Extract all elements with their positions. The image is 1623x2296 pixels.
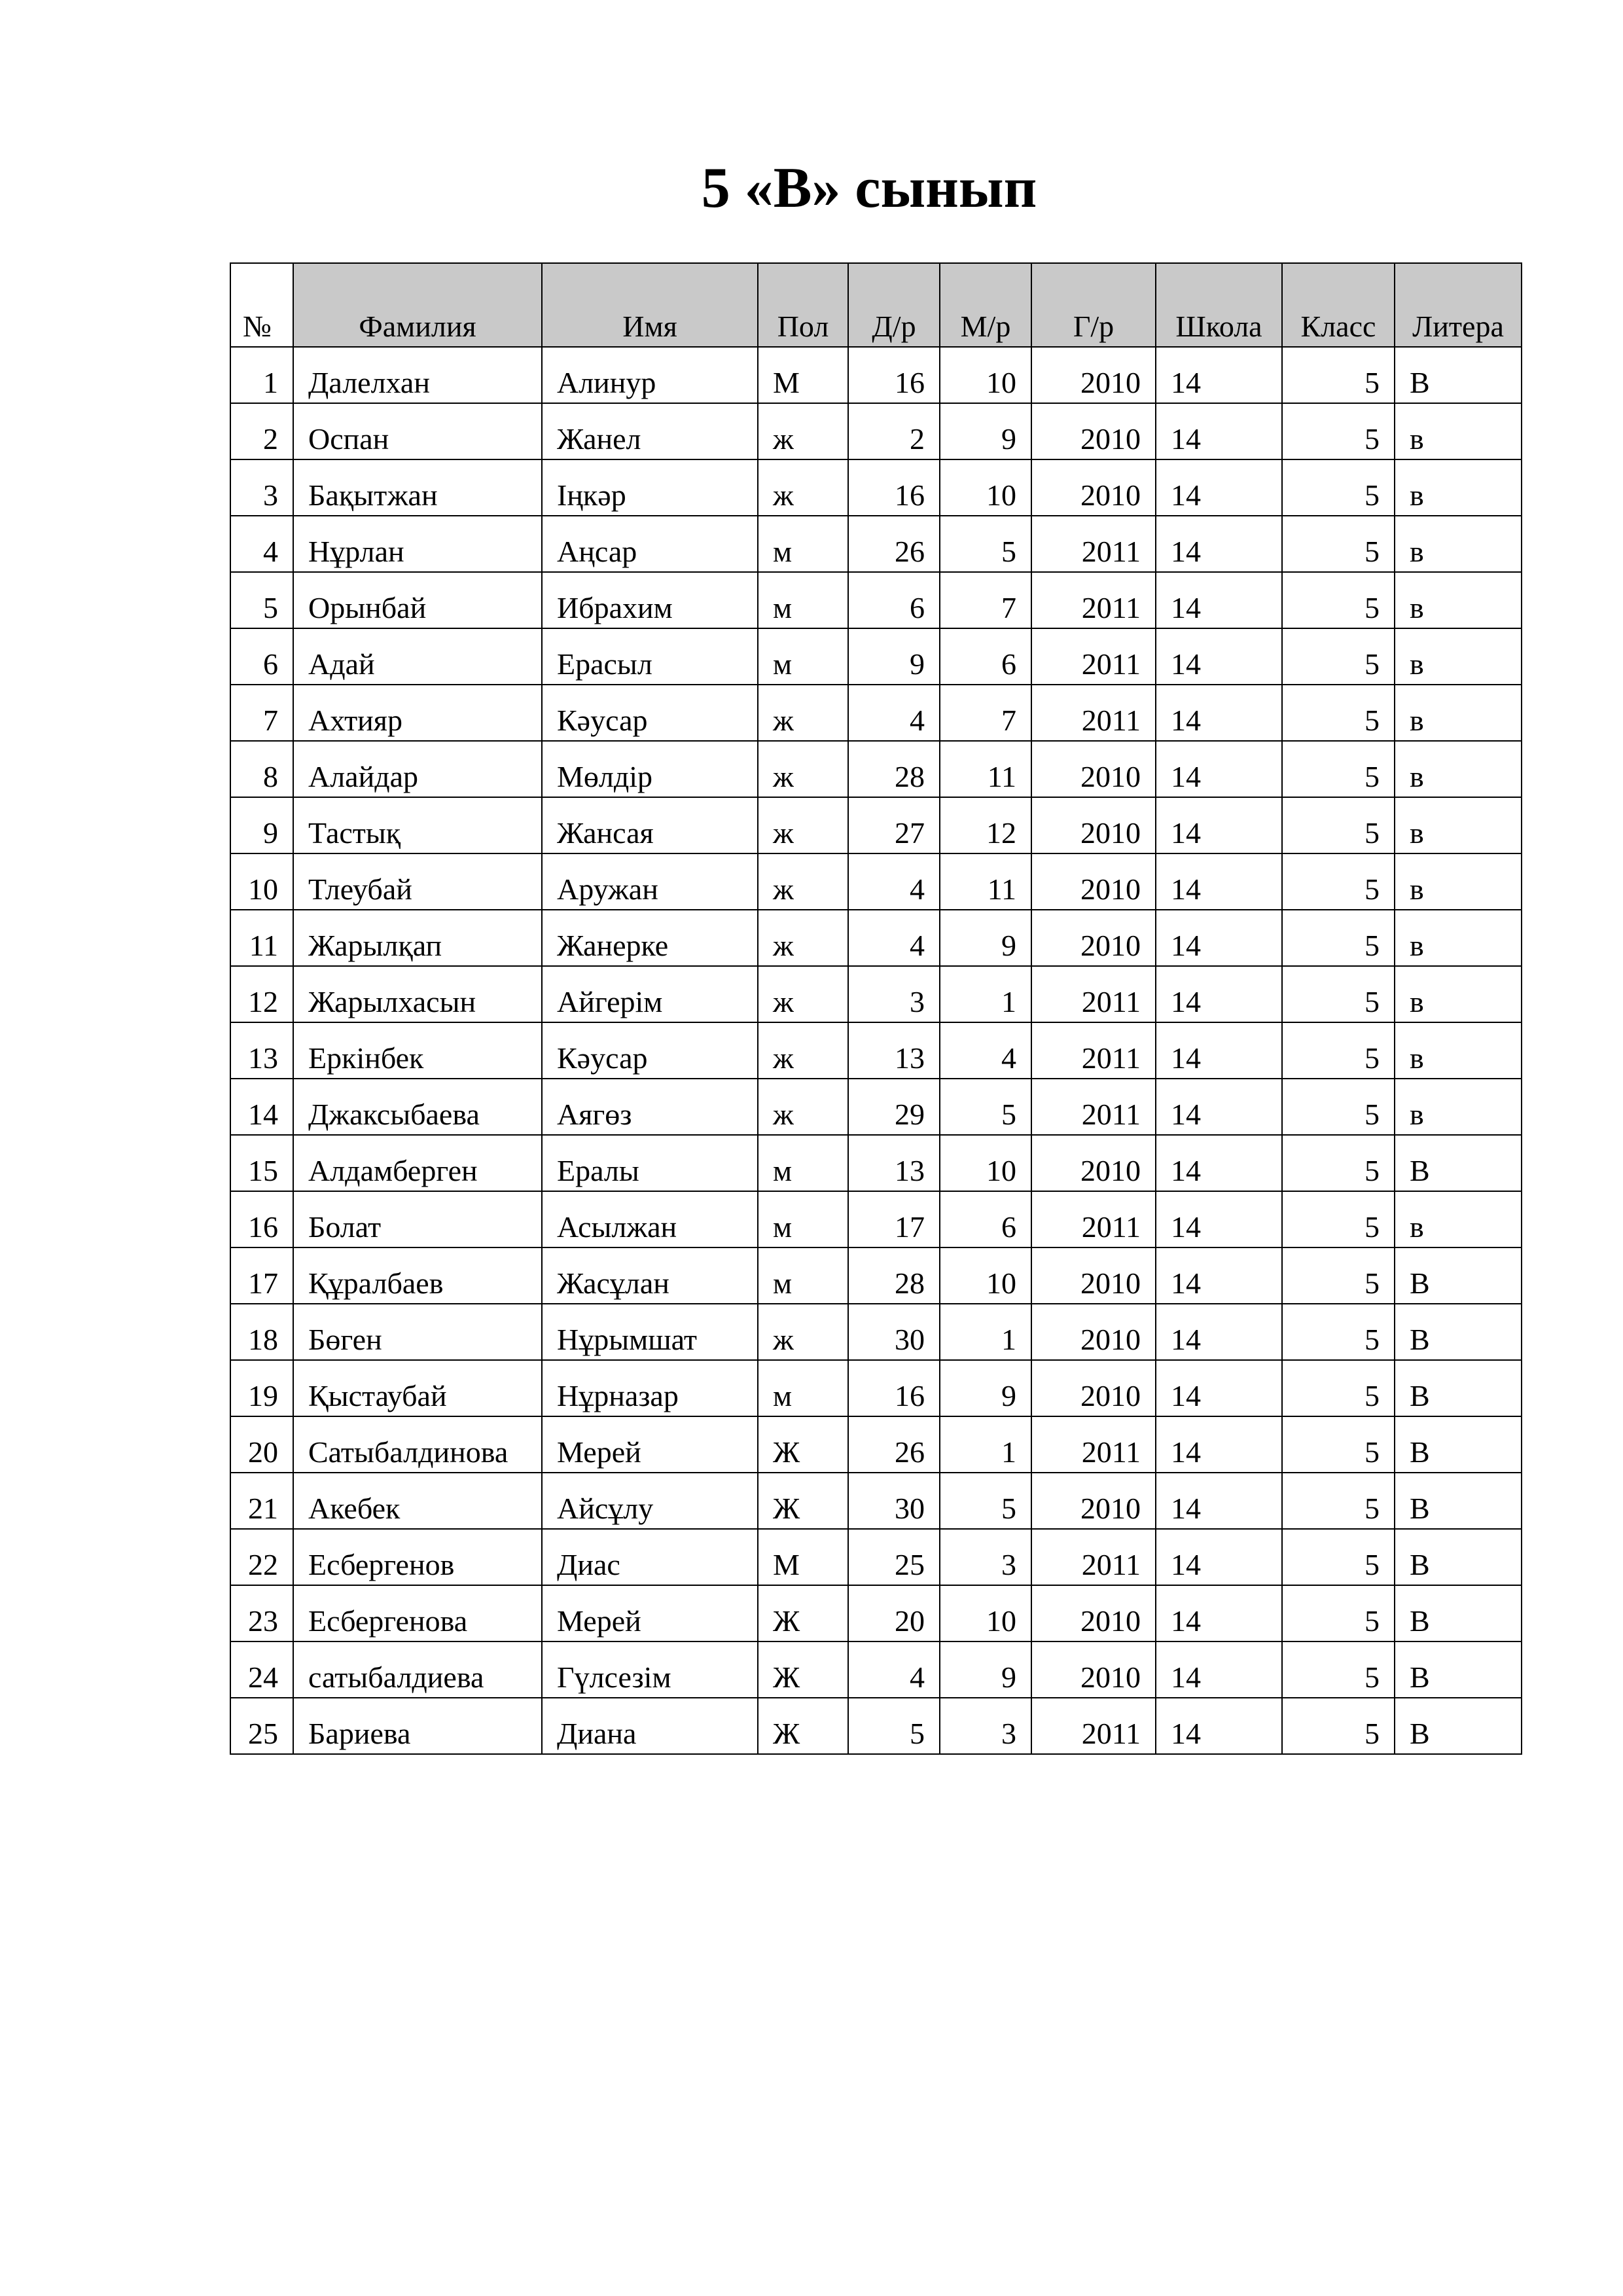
cell-class: 5 (1282, 516, 1395, 572)
cell-name: Жанерке (542, 910, 758, 966)
cell-number: 14 (230, 1079, 293, 1135)
cell-surname: Нұрлан (293, 516, 542, 572)
cell-gender: М (758, 1529, 848, 1585)
cell-birth-year: 2010 (1031, 1135, 1156, 1191)
cell-number: 6 (230, 628, 293, 685)
header-birth-year: Г/р (1031, 263, 1156, 347)
cell-surname: Еркінбек (293, 1022, 542, 1079)
cell-gender: ж (758, 1304, 848, 1360)
header-birth-month: М/р (940, 263, 1031, 347)
cell-birth-day: 29 (848, 1079, 940, 1135)
table-row (230, 853, 1522, 910)
cell-gender: Ж (758, 1473, 848, 1529)
cell-birth-year: 2010 (1031, 1641, 1156, 1698)
cell-birth-day: 25 (848, 1529, 940, 1585)
cell-letter: В (1395, 1698, 1522, 1754)
cell-gender: ж (758, 910, 848, 966)
cell-gender: Ж (758, 1698, 848, 1754)
cell-number: 18 (230, 1304, 293, 1360)
cell-letter: в (1395, 1022, 1522, 1079)
cell-birth-month: 7 (940, 685, 1031, 741)
cell-name: Ерасыл (542, 628, 758, 685)
cell-school: 14 (1156, 1473, 1282, 1529)
cell-name: Кәусар (542, 685, 758, 741)
cell-number: 12 (230, 966, 293, 1022)
cell-birth-day: 5 (848, 1698, 940, 1754)
cell-letter: в (1395, 459, 1522, 516)
cell-school: 14 (1156, 685, 1282, 741)
cell-birth-year: 2010 (1031, 1247, 1156, 1304)
table-row (230, 1191, 1522, 1247)
table-row (230, 459, 1522, 516)
cell-class: 5 (1282, 1698, 1395, 1754)
cell-school: 14 (1156, 628, 1282, 685)
cell-gender: ж (758, 853, 848, 910)
cell-number: 5 (230, 572, 293, 628)
table-row (230, 572, 1522, 628)
cell-gender: м (758, 628, 848, 685)
cell-birth-day: 2 (848, 403, 940, 459)
cell-birth-day: 16 (848, 347, 940, 403)
cell-birth-year: 2011 (1031, 516, 1156, 572)
cell-number: 9 (230, 797, 293, 853)
cell-surname: Алдамберген (293, 1135, 542, 1191)
cell-birth-year: 2010 (1031, 1473, 1156, 1529)
cell-birth-month: 10 (940, 1585, 1031, 1641)
cell-class: 5 (1282, 1022, 1395, 1079)
cell-birth-month: 5 (940, 516, 1031, 572)
cell-letter: в (1395, 797, 1522, 853)
cell-birth-day: 30 (848, 1304, 940, 1360)
cell-number: 11 (230, 910, 293, 966)
cell-letter: В (1395, 1585, 1522, 1641)
table-row (230, 1022, 1522, 1079)
cell-birth-day: 4 (848, 910, 940, 966)
cell-birth-month: 10 (940, 459, 1031, 516)
cell-class: 5 (1282, 1079, 1395, 1135)
cell-name: Нұрымшат (542, 1304, 758, 1360)
cell-number: 3 (230, 459, 293, 516)
cell-class: 5 (1282, 403, 1395, 459)
cell-surname: Бариева (293, 1698, 542, 1754)
cell-letter: В (1395, 1304, 1522, 1360)
cell-number: 25 (230, 1698, 293, 1754)
cell-class: 5 (1282, 910, 1395, 966)
cell-name: Аягөз (542, 1079, 758, 1135)
cell-letter: в (1395, 741, 1522, 797)
cell-gender: м (758, 1247, 848, 1304)
cell-school: 14 (1156, 572, 1282, 628)
cell-letter: в (1395, 1079, 1522, 1135)
cell-school: 14 (1156, 1135, 1282, 1191)
cell-surname: Есбергенов (293, 1529, 542, 1585)
cell-name: Айсұлу (542, 1473, 758, 1529)
cell-letter: в (1395, 572, 1522, 628)
cell-class: 5 (1282, 459, 1395, 516)
cell-number: 17 (230, 1247, 293, 1304)
cell-name: Ибрахим (542, 572, 758, 628)
cell-school: 14 (1156, 1191, 1282, 1247)
cell-number: 10 (230, 853, 293, 910)
cell-name: Диана (542, 1698, 758, 1754)
cell-letter: В (1395, 1416, 1522, 1473)
cell-gender: ж (758, 966, 848, 1022)
cell-birth-month: 1 (940, 1416, 1031, 1473)
cell-birth-year: 2010 (1031, 347, 1156, 403)
cell-birth-month: 10 (940, 1247, 1031, 1304)
cell-gender: м (758, 1360, 848, 1416)
cell-gender: Ж (758, 1416, 848, 1473)
cell-birth-year: 2010 (1031, 403, 1156, 459)
header-surname: Фамилия (293, 263, 542, 347)
cell-birth-day: 27 (848, 797, 940, 853)
cell-number: 8 (230, 741, 293, 797)
cell-school: 14 (1156, 1529, 1282, 1585)
cell-number: 1 (230, 347, 293, 403)
cell-letter: В (1395, 1641, 1522, 1698)
cell-letter: в (1395, 1191, 1522, 1247)
cell-class: 5 (1282, 1304, 1395, 1360)
cell-gender: М (758, 347, 848, 403)
cell-birth-month: 9 (940, 910, 1031, 966)
cell-name: Мерей (542, 1585, 758, 1641)
cell-birth-year: 2011 (1031, 572, 1156, 628)
cell-birth-month: 9 (940, 1360, 1031, 1416)
cell-name: Жанел (542, 403, 758, 459)
cell-number: 24 (230, 1641, 293, 1698)
cell-birth-month: 10 (940, 347, 1031, 403)
cell-school: 14 (1156, 910, 1282, 966)
cell-birth-month: 6 (940, 1191, 1031, 1247)
cell-class: 5 (1282, 347, 1395, 403)
cell-birth-year: 2010 (1031, 797, 1156, 853)
cell-birth-day: 20 (848, 1585, 940, 1641)
cell-gender: ж (758, 1079, 848, 1135)
cell-birth-day: 13 (848, 1022, 940, 1079)
cell-school: 14 (1156, 1416, 1282, 1473)
table-row (230, 403, 1522, 459)
cell-gender: ж (758, 1022, 848, 1079)
table-header-row (230, 263, 1522, 347)
cell-surname: Ахтияр (293, 685, 542, 741)
page-title: 5 «В» сынып (701, 156, 1037, 220)
header-school: Школа (1156, 263, 1282, 347)
cell-surname: Далелхан (293, 347, 542, 403)
cell-surname: Бөген (293, 1304, 542, 1360)
cell-class: 5 (1282, 797, 1395, 853)
cell-gender: м (758, 1191, 848, 1247)
cell-class: 5 (1282, 1529, 1395, 1585)
cell-school: 14 (1156, 1585, 1282, 1641)
cell-birth-month: 11 (940, 853, 1031, 910)
student-table (230, 262, 1522, 1755)
cell-name: Диас (542, 1529, 758, 1585)
header-name: Имя (542, 263, 758, 347)
cell-birth-month: 6 (940, 628, 1031, 685)
cell-class: 5 (1282, 685, 1395, 741)
cell-birth-day: 26 (848, 516, 940, 572)
table-row (230, 628, 1522, 685)
cell-surname: Қыстаубай (293, 1360, 542, 1416)
cell-birth-day: 4 (848, 685, 940, 741)
cell-class: 5 (1282, 628, 1395, 685)
cell-birth-year: 2011 (1031, 1079, 1156, 1135)
table-row (230, 966, 1522, 1022)
cell-surname: Жарылхасын (293, 966, 542, 1022)
cell-class: 5 (1282, 1641, 1395, 1698)
cell-school: 14 (1156, 1360, 1282, 1416)
cell-birth-year: 2010 (1031, 459, 1156, 516)
cell-surname: Оспан (293, 403, 542, 459)
header-gender: Пол (758, 263, 848, 347)
cell-birth-day: 9 (848, 628, 940, 685)
cell-letter: в (1395, 966, 1522, 1022)
table-row (230, 1304, 1522, 1360)
cell-name: Мөлдір (542, 741, 758, 797)
table-row (230, 797, 1522, 853)
cell-birth-day: 28 (848, 1247, 940, 1304)
cell-gender: м (758, 516, 848, 572)
cell-birth-day: 3 (848, 966, 940, 1022)
cell-birth-month: 7 (940, 572, 1031, 628)
cell-birth-day: 13 (848, 1135, 940, 1191)
cell-birth-month: 5 (940, 1079, 1031, 1135)
cell-birth-year: 2010 (1031, 1585, 1156, 1641)
cell-name: Ералы (542, 1135, 758, 1191)
cell-class: 5 (1282, 1473, 1395, 1529)
table-row (230, 741, 1522, 797)
table-row (230, 516, 1522, 572)
cell-name: Мерей (542, 1416, 758, 1473)
cell-letter: в (1395, 628, 1522, 685)
table-row (230, 1641, 1522, 1698)
cell-birth-year: 2011 (1031, 1529, 1156, 1585)
cell-birth-day: 17 (848, 1191, 940, 1247)
cell-name: Аружан (542, 853, 758, 910)
cell-gender: ж (758, 685, 848, 741)
cell-birth-day: 4 (848, 853, 940, 910)
cell-birth-day: 28 (848, 741, 940, 797)
cell-letter: В (1395, 1360, 1522, 1416)
cell-birth-month: 5 (940, 1473, 1031, 1529)
cell-birth-day: 6 (848, 572, 940, 628)
cell-birth-year: 2011 (1031, 1698, 1156, 1754)
cell-letter: в (1395, 516, 1522, 572)
cell-birth-month: 1 (940, 966, 1031, 1022)
table-body (230, 347, 1522, 1754)
cell-birth-month: 11 (940, 741, 1031, 797)
cell-letter: в (1395, 685, 1522, 741)
cell-class: 5 (1282, 741, 1395, 797)
cell-class: 5 (1282, 1135, 1395, 1191)
cell-school: 14 (1156, 403, 1282, 459)
table-row (230, 1473, 1522, 1529)
table-row (230, 1585, 1522, 1641)
cell-school: 14 (1156, 853, 1282, 910)
cell-name: Жасұлан (542, 1247, 758, 1304)
cell-surname: Тлеубай (293, 853, 542, 910)
cell-name: Кәусар (542, 1022, 758, 1079)
cell-gender: ж (758, 459, 848, 516)
cell-birth-month: 10 (940, 1135, 1031, 1191)
cell-number: 16 (230, 1191, 293, 1247)
cell-school: 14 (1156, 1698, 1282, 1754)
cell-birth-month: 4 (940, 1022, 1031, 1079)
cell-name: Алинур (542, 347, 758, 403)
cell-school: 14 (1156, 459, 1282, 516)
cell-birth-month: 3 (940, 1698, 1031, 1754)
cell-birth-year: 2011 (1031, 1022, 1156, 1079)
cell-gender: ж (758, 741, 848, 797)
cell-birth-month: 3 (940, 1529, 1031, 1585)
header-letter: Литера (1395, 263, 1522, 347)
cell-gender: Ж (758, 1641, 848, 1698)
cell-school: 14 (1156, 516, 1282, 572)
cell-gender: Ж (758, 1585, 848, 1641)
cell-number: 4 (230, 516, 293, 572)
cell-number: 20 (230, 1416, 293, 1473)
cell-letter: В (1395, 1247, 1522, 1304)
cell-class: 5 (1282, 853, 1395, 910)
cell-number: 2 (230, 403, 293, 459)
cell-letter: В (1395, 1529, 1522, 1585)
cell-number: 7 (230, 685, 293, 741)
cell-surname: Орынбай (293, 572, 542, 628)
cell-surname: сатыбалдиева (293, 1641, 542, 1698)
cell-birth-day: 16 (848, 1360, 940, 1416)
table-row (230, 910, 1522, 966)
table-row (230, 1079, 1522, 1135)
cell-letter: В (1395, 1135, 1522, 1191)
table-row (230, 1698, 1522, 1754)
cell-name: Жансая (542, 797, 758, 853)
cell-school: 14 (1156, 797, 1282, 853)
cell-birth-month: 9 (940, 403, 1031, 459)
cell-birth-year: 2010 (1031, 741, 1156, 797)
cell-surname: Акебек (293, 1473, 542, 1529)
cell-surname: Есбергенова (293, 1585, 542, 1641)
cell-surname: Құралбаев (293, 1247, 542, 1304)
cell-surname: Алайдар (293, 741, 542, 797)
cell-surname: Болат (293, 1191, 542, 1247)
table-row (230, 1247, 1522, 1304)
cell-number: 21 (230, 1473, 293, 1529)
cell-birth-day: 4 (848, 1641, 940, 1698)
cell-birth-year: 2010 (1031, 1360, 1156, 1416)
cell-school: 14 (1156, 1641, 1282, 1698)
table-row (230, 1360, 1522, 1416)
cell-number: 23 (230, 1585, 293, 1641)
table-row (230, 347, 1522, 403)
cell-number: 13 (230, 1022, 293, 1079)
cell-gender: м (758, 572, 848, 628)
header-class: Класс (1282, 263, 1395, 347)
cell-birth-year: 2011 (1031, 685, 1156, 741)
cell-gender: ж (758, 797, 848, 853)
cell-letter: в (1395, 853, 1522, 910)
cell-birth-year: 2010 (1031, 1304, 1156, 1360)
cell-birth-year: 2011 (1031, 1416, 1156, 1473)
cell-letter: в (1395, 910, 1522, 966)
cell-surname: Жарылқап (293, 910, 542, 966)
cell-birth-year: 2010 (1031, 910, 1156, 966)
header-birth-day: Д/р (848, 263, 940, 347)
cell-class: 5 (1282, 1191, 1395, 1247)
cell-birth-month: 1 (940, 1304, 1031, 1360)
cell-name: Гүлсезім (542, 1641, 758, 1698)
cell-name: Аңсар (542, 516, 758, 572)
cell-gender: ж (758, 403, 848, 459)
header-number: № (230, 263, 293, 347)
cell-school: 14 (1156, 966, 1282, 1022)
cell-birth-day: 16 (848, 459, 940, 516)
cell-school: 14 (1156, 347, 1282, 403)
table-row (230, 685, 1522, 741)
table-row (230, 1135, 1522, 1191)
cell-surname: Джаксыбаева (293, 1079, 542, 1135)
cell-class: 5 (1282, 966, 1395, 1022)
table-row (230, 1529, 1522, 1585)
cell-surname: Сатыбалдинова (293, 1416, 542, 1473)
cell-name: Айгерім (542, 966, 758, 1022)
cell-school: 14 (1156, 1304, 1282, 1360)
cell-school: 14 (1156, 1022, 1282, 1079)
cell-letter: в (1395, 403, 1522, 459)
cell-birth-day: 26 (848, 1416, 940, 1473)
cell-class: 5 (1282, 1360, 1395, 1416)
cell-school: 14 (1156, 741, 1282, 797)
cell-name: Іңкәр (542, 459, 758, 516)
cell-birth-day: 30 (848, 1473, 940, 1529)
cell-name: Нұрназар (542, 1360, 758, 1416)
cell-class: 5 (1282, 1247, 1395, 1304)
cell-surname: Тастық (293, 797, 542, 853)
cell-birth-month: 9 (940, 1641, 1031, 1698)
cell-birth-year: 2011 (1031, 966, 1156, 1022)
cell-class: 5 (1282, 572, 1395, 628)
cell-number: 22 (230, 1529, 293, 1585)
cell-birth-month: 12 (940, 797, 1031, 853)
cell-surname: Бақытжан (293, 459, 542, 516)
cell-letter: В (1395, 1473, 1522, 1529)
cell-name: Асылжан (542, 1191, 758, 1247)
cell-school: 14 (1156, 1247, 1282, 1304)
cell-class: 5 (1282, 1585, 1395, 1641)
cell-school: 14 (1156, 1079, 1282, 1135)
cell-number: 15 (230, 1135, 293, 1191)
cell-gender: м (758, 1135, 848, 1191)
cell-birth-year: 2011 (1031, 1191, 1156, 1247)
cell-letter: В (1395, 347, 1522, 403)
cell-birth-year: 2010 (1031, 853, 1156, 910)
table-row (230, 1416, 1522, 1473)
cell-birth-year: 2011 (1031, 628, 1156, 685)
cell-number: 19 (230, 1360, 293, 1416)
cell-class: 5 (1282, 1416, 1395, 1473)
cell-surname: Адай (293, 628, 542, 685)
